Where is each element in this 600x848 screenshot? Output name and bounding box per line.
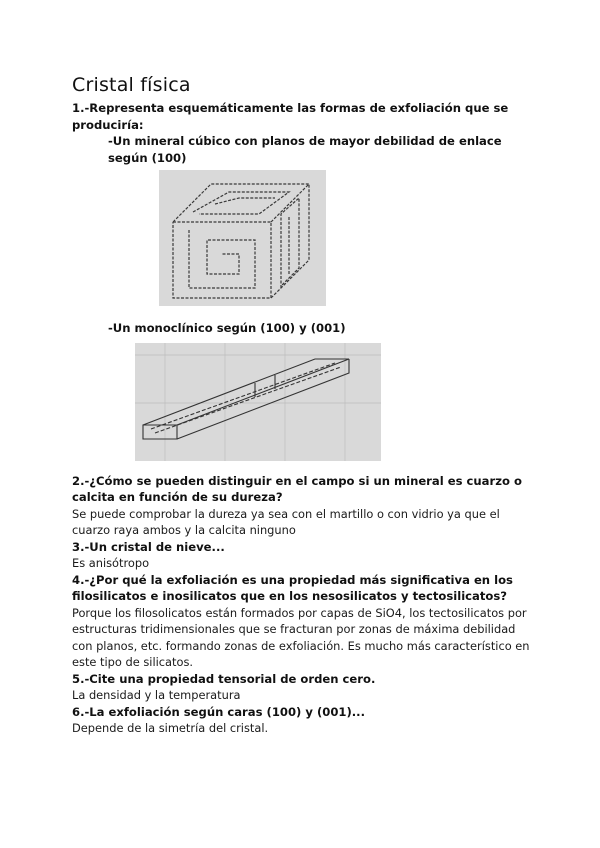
- question-6: 6.-La exfoliación según caras (100) y (001)...: [72, 704, 365, 719]
- question-5: 5.-Cite una propiedad tensorial de orden cero.: [72, 671, 376, 686]
- cubic-cleavage-drawing: [159, 170, 326, 306]
- answer-2: Se puede comprobar la dureza ya sea con el martillo o con vidrio ya que el cuarzo raya ambos y la calcita ninguno: [72, 506, 500, 537]
- answer-6: Depende de la simetría del cristal.: [72, 721, 269, 735]
- cubic-cleavage-figure: [159, 170, 326, 306]
- question-1-sub-1: -Un mineral cúbico con planos de mayor debilidad de enlace según (100): [108, 134, 502, 165]
- question-2: 2.-¿Cómo se pueden distinguir en el campo si un mineral es cuarzo o calcita en función de su dureza?: [72, 473, 522, 504]
- question-3: 3.-Un cristal de nieve...: [72, 539, 225, 554]
- spacer: [72, 461, 532, 473]
- monoclinic-cleavage-figure: [135, 343, 381, 461]
- monoclinic-cleavage-drawing: [135, 343, 381, 461]
- document-page: [72, 74, 532, 737]
- question-1-sub-2: -Un monoclínico según (100) y (001): [108, 321, 346, 335]
- question-4: 4.-¿Por qué la exfoliación es una propiedad más significativa en los filosilicatos e inosilicatos que en los nesosilicatos y tectosilicatos?: [72, 572, 513, 603]
- answer-4: Porque los filosolicatos están formados por capas de SiO4, los tectosilicatos por estructuras tridimensionales que se fracturan por zonas de máxima debilidad con planos, etc. formando zonas de exfoliación. Es mucho más característico en este tipo de silicatos.: [72, 605, 530, 669]
- answer-5: La densidad y la temperatura: [72, 688, 241, 702]
- question-1: 1.-Representa esquemáticamente las formas de exfoliación que se produciría:: [72, 101, 509, 132]
- page-title: Cristal física: [72, 74, 191, 96]
- answer-3: Es anisótropo: [72, 556, 150, 570]
